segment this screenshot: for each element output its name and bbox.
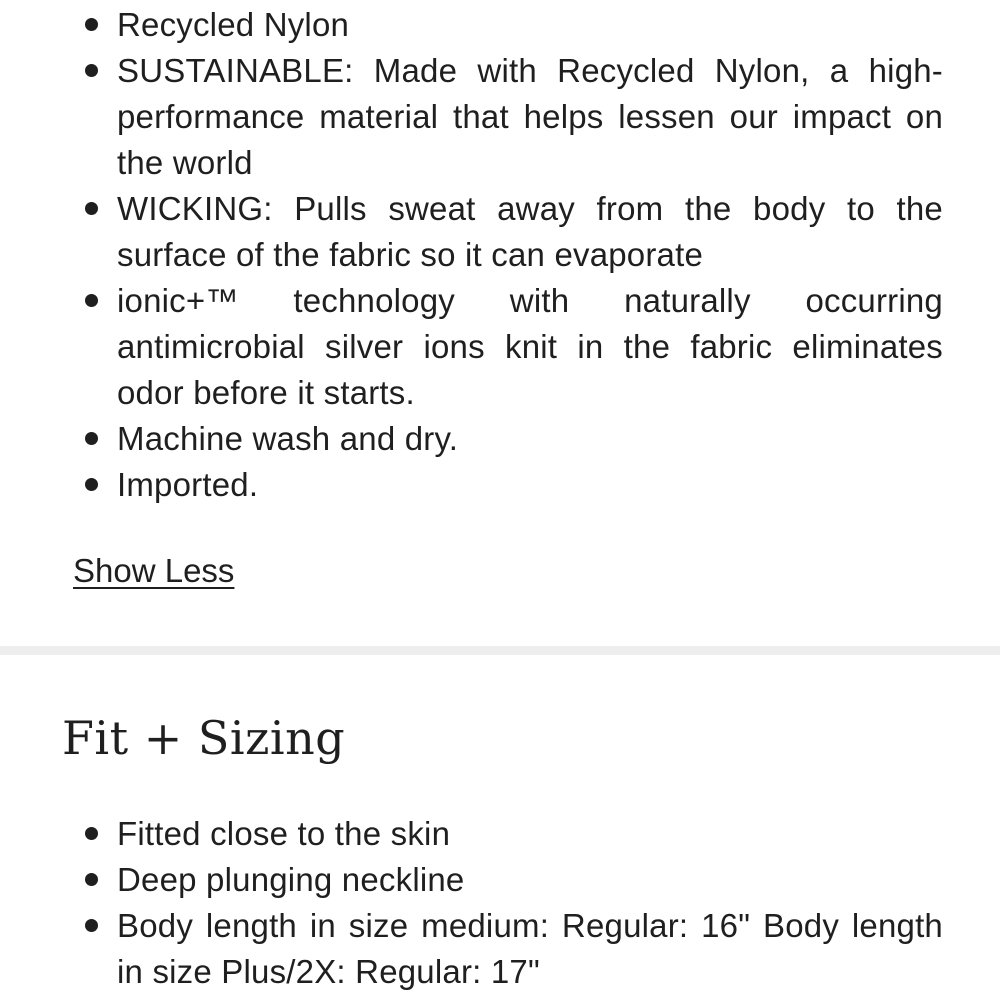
fit-sizing-list [0, 811, 1000, 995]
fit-item-body-length: Body length in size medium: Regular: 16" Body length in size Plus/2X: Regular: 17" [117, 903, 943, 995]
section-divider [0, 646, 1000, 655]
details-item-material: Recycled Nylon [117, 2, 943, 48]
fit-sizing-section [0, 655, 1000, 1000]
details-item-origin: Imported. [117, 462, 943, 508]
show-less-link[interactable]: Show Less [73, 552, 235, 589]
details-item-care: Machine wash and dry. [117, 416, 943, 462]
product-details-list [0, 2, 1000, 508]
details-item-wicking: WICKING: Pulls sweat away from the body to the surface of the fabric so it can evaporate [117, 186, 943, 278]
details-item-ionic-technology: ionic+™ technology with naturally occurring antimicrobial silver ions knit in the fabric eliminates odor before it starts. [117, 278, 943, 416]
fit-item-fit: Fitted close to the skin [117, 811, 943, 857]
fit-sizing-title: Fit + Sizing [62, 711, 346, 765]
details-item-sustainable: SUSTAINABLE: Made with Recycled Nylon, a high-performance material that helps lessen our impact on the world [117, 48, 943, 186]
fit-item-neckline: Deep plunging neckline [117, 857, 943, 903]
